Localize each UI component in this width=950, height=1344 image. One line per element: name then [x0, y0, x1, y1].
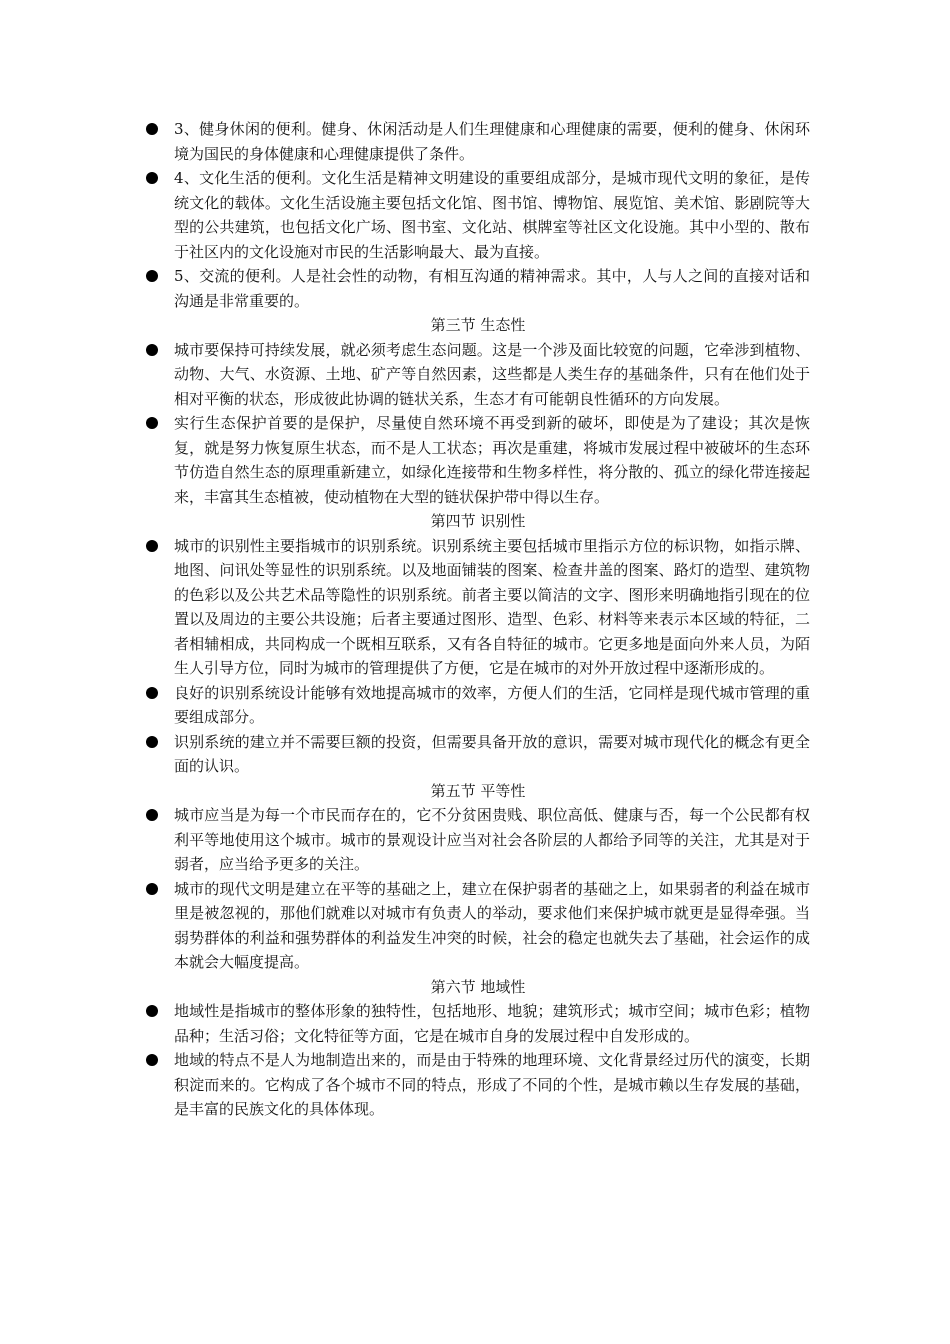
paragraph-text: 4、文化生活的便利。文化生活是精神文明建设的重要组成部分，是城市现代文明的象征，是传统文化的载体。文化生活设施主要包括文化馆、图书馆、博物馆、展览馆、美术馆、影剧院等大型的公共建筑，也包括文化广场、图书室、文化站、棋牌室等社区文化设施。其中小型的、散布于社区内的文化设施对市民的生活影响最大、最为直接。 [174, 169, 810, 261]
document-page [146, 117, 810, 1122]
paragraph-text: 城市的现代文明是建立在平等的基础之上，建立在保护弱者的基础之上，如果弱者的利益在城市里是被忽视的，那他们就难以对城市有负责人的举动，要求他们来保护城市就更是显得牵强。当弱势群体的利益和强势群体的利益发生冲突的时候，社会的稳定也就失去了基础，社会运作的成本就会大幅度提高。 [174, 879, 810, 971]
bullet-icon [146, 883, 158, 895]
bullet-icon [146, 172, 158, 184]
list-item [146, 803, 810, 877]
paragraph-text: 5、交流的便利。人是社会性的动物，有相互沟通的精神需求。其中，人与人之间的直接对话和沟通是非常重要的。 [174, 267, 810, 310]
paragraph-text: 城市要保持可持续发展，就必须考虑生态问题。这是一个涉及面比较宽的问题，它牵涉到植物、动物、大气、水资源、土地、矿产等自然因素，这些都是人类生存的基础条件，只有在他们处于相对平衡的状态，形成彼此协调的链状关系，生态才有可能朝良性循环的方向发展。 [174, 340, 810, 408]
list-item [146, 166, 810, 264]
bullet-icon [146, 736, 158, 748]
paragraph-text: 城市的识别性主要指城市的识别系统。识别系统主要包括城市里指示方位的标识物，如指示牌、地图、问讯处等显性的识别系统。以及地面铺装的图案、检查井盖的图案、路灯的造型、建筑物的色彩以及公共艺术品等隐性的识别系统。前者主要以简洁的文字、图形来明确地指引现在的位置以及周边的主要公共设施；后者主要通过图形、造型、色彩、材料等来表示本区域的特征，二者相辅相成，共同构成一个既相互联系，又有各自特征的城市。它更多地是面向外来人员，为陌生人引导方位，同时为城市的管理提供了方便，它是在城市的对外开放过程中逐渐形成的。 [174, 536, 810, 677]
list-item [146, 534, 810, 681]
bullet-icon [146, 417, 158, 429]
paragraph-text: 实行生态保护首要的是保护，尽量使自然环境不再受到新的破坏，即使是为了建设；其次是恢复，就是努力恢复原生状态，而不是人工状态；再次是重建，将城市发展过程中被破坏的生态环节仿造自然生态的原理重新建立，如绿化连接带和生物多样性，将分散的、孤立的绿化带连接起来，丰富其生态植被，使动植物在大型的链状保护带中得以生存。 [174, 414, 810, 506]
bullet-icon [146, 540, 158, 552]
list-item [146, 730, 810, 779]
section-heading: 第六节 地域性 [430, 977, 526, 996]
list-item [146, 681, 810, 730]
list-item [146, 338, 810, 412]
bullet-icon [146, 687, 158, 699]
paragraph-text: 城市应当是为每一个市民而存在的，它不分贫困贵贱、职位高低、健康与否，每一个公民都有权利平等地使用这个城市。城市的景观设计应当对社会各阶层的人都给予同等的关注，尤其是对于弱者，应当给予更多的关注。 [174, 806, 810, 873]
list-item [146, 264, 810, 313]
bullet-icon [146, 123, 158, 135]
bullet-icon [146, 344, 158, 356]
paragraph-text: 3、健身休闲的便利。健身、休闲活动是人们生理健康和心理健康的需要，便利的健身、休闲环境为国民的身体健康和心理健康提供了条件。 [174, 120, 810, 163]
bullet-icon [146, 1005, 158, 1017]
bullet-icon [146, 1054, 158, 1066]
paragraph-text: 良好的识别系统设计能够有效地提高城市的效率，方便人们的生活，它同样是现代城市管理的重要组成部分。 [174, 683, 810, 726]
list-item [146, 877, 810, 975]
bullet-icon [146, 809, 158, 821]
paragraph-text: 地域性是指城市的整体形象的独特性，包括地形、地貌；建筑形式；城市空间；城市色彩；植物品种；生活习俗；文化特征等方面，它是在城市自身的发展过程中自发形成的。 [174, 1002, 810, 1045]
list-item [146, 1048, 810, 1122]
section-heading: 第四节 识别性 [430, 512, 526, 530]
list-item [146, 117, 810, 166]
list-item [146, 999, 810, 1048]
bullet-icon [146, 270, 158, 282]
paragraph-text: 地域的特点不是人为地制造出来的，而是由于特殊的地理环境、文化背景经过历代的演变，长期积淀而来的。它构成了各个城市不同的特点，形成了不同的个性，是城市赖以生存发展的基础，是丰富的民族文化的具体体现。 [174, 1051, 810, 1118]
section-heading: 第三节 生态性 [430, 316, 526, 334]
section-heading: 第五节 平等性 [430, 781, 526, 800]
paragraph-text: 识别系统的建立并不需要巨额的投资，但需要具备开放的意识，需要对城市现代化的概念有更全面的认识。 [174, 732, 810, 775]
list-item [146, 411, 810, 509]
